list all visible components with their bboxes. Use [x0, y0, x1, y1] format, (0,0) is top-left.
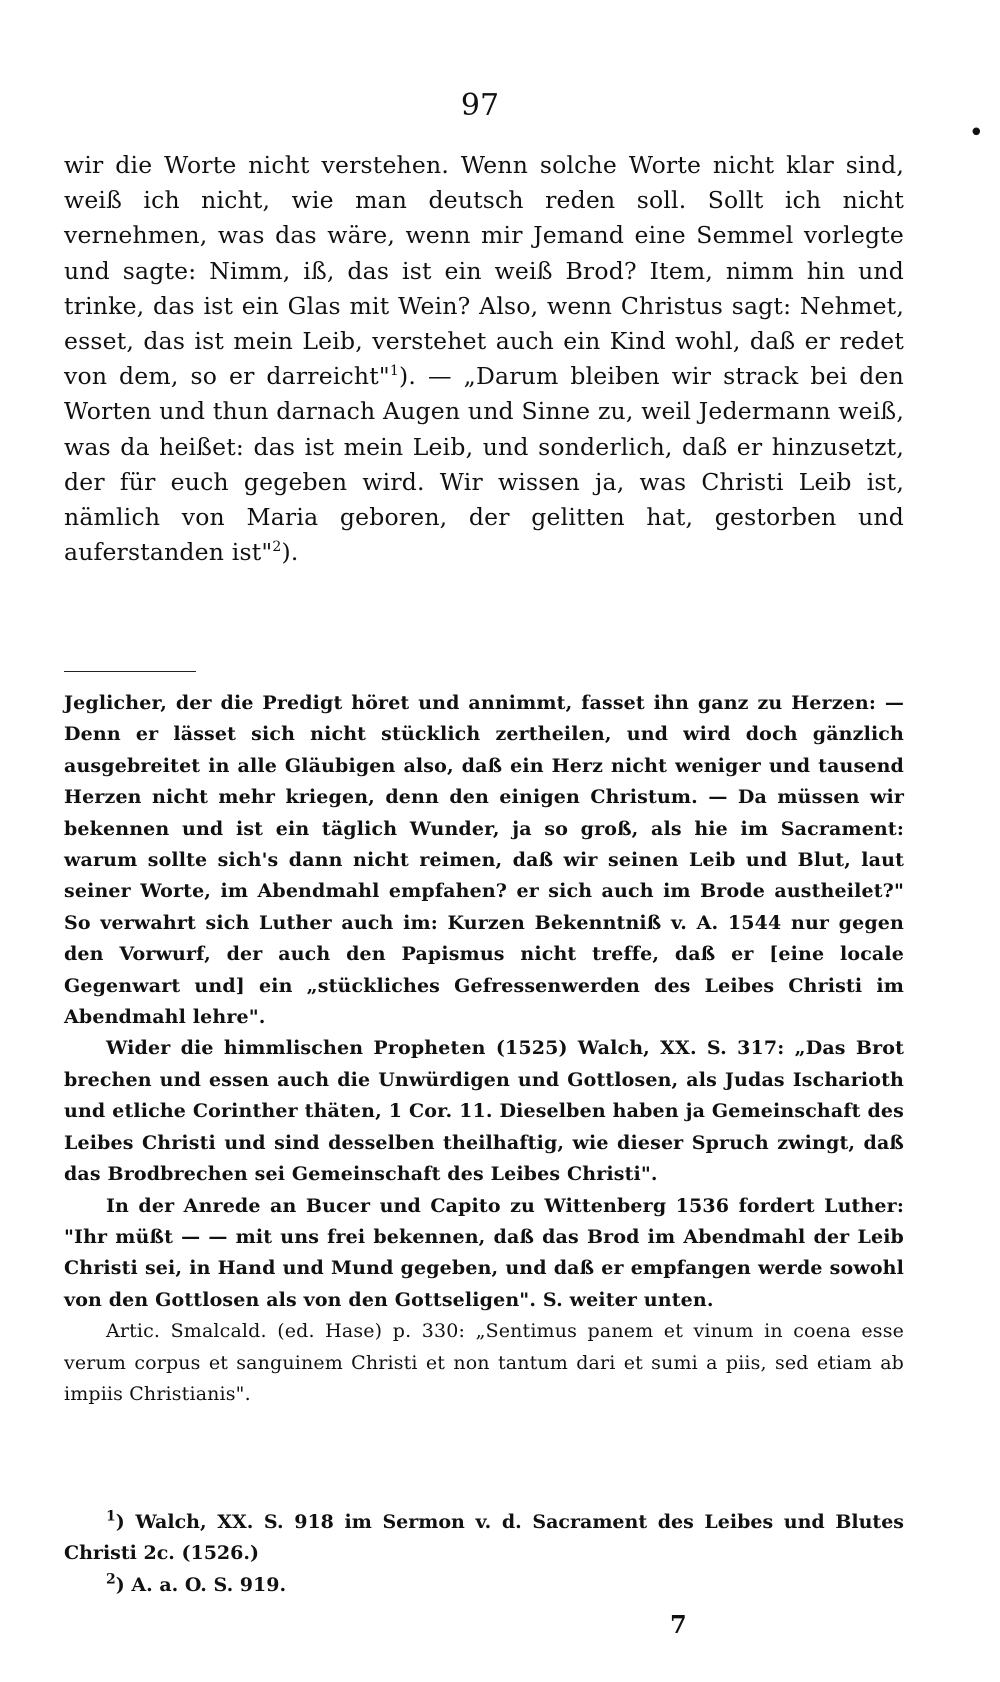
main-paragraph [64, 148, 904, 570]
footnotes-block [64, 1507, 904, 1601]
separator-rule [64, 671, 196, 672]
footnote-2 [64, 1570, 904, 1601]
main-text-part-1: wir die Worte nicht verstehen. Wenn solche Worte nicht klar sind, weiß ich nicht, wie man deutsch reden soll. Sollt ich nicht vernehmen, was das wäre, wenn mir Jemand eine Semmel vorlegte und sagte: Nimm, iß, das ist ein weiß Brod? Item, nimm hin und trinke, das ist ein Glas mit Wein? Also, wenn Christus sagt: Nehmet, esset, das ist mein Leib, verstehet auch ein Kind wohl, daß er redet von dem, so er darreicht" [64, 151, 904, 391]
note-paragraph-3: In der Anrede an Bucer und Capito zu Wittenberg 1536 fordert Luther: "Ihr müßt — — mit uns frei bekennen, daß das Brod im Abendmahl der Leib Christi sei, in Hand und Mund gegeben, und daß er empfangen werde sowohl von den Gottlosen als von den Gottseligen". S. weiter unten. [64, 1194, 904, 1311]
footnote-ref-1: 1 [389, 363, 400, 380]
footnote-marker-2: 2 [106, 1571, 116, 1588]
footnote-text-1: ) Walch, XX. S. 918 im Sermon v. d. Sacrament des Leibes und Blutes Christi 2c. (1526.) [64, 1511, 904, 1565]
main-text-block [64, 148, 904, 570]
note-paragraph-1: Jeglicher, der die Predigt höret und annimmt, fasset ihn ganz zu Herzen: — Denn er lässet sich nicht stücklich zertheilen, und wird doch gänzlich ausgebreitet in alle Gläubigen also, daß ein Herz nicht weniger und tausend Herzen nicht mehr kriegen, denn den einigen Christum. — Da müssen wir bekennen und ist ein täglich Wunder, ja so groß, als hie im Sacrament: warum sollte sich's dann nicht reimen, daß wir seinen Leib und Blut, laut seiner Worte, im Abendmahl empfahen? er sich auch im Brode austheilet?" So verwahrt sich Luther auch im: Kurzen Bekenntniß v. A. 1544 nur gegen den Vorwurf, der auch den Papismus nicht treffe, daß er [eine locale Gegenwart und] ein „stückliches Gefressenwerden des Leibes Christi im Abendmahl lehre". [64, 692, 904, 1029]
signature-mark: 7 [670, 1610, 687, 1639]
latin-quotation: Artic. Smalcald. (ed. Hase) p. 330: „Sentimus panem et vinum in coena esse verum corpus et sanguinem Christi et non tantum dari et sumi a piis, sed etiam ab impiis Christianis". [64, 1320, 904, 1405]
footnote-1 [64, 1507, 904, 1570]
footnote-text-2: ) A. a. O. S. 919. [115, 1573, 287, 1596]
footnote-marker-1: 1 [106, 1508, 116, 1525]
notes-block [64, 688, 904, 1410]
note-paragraph-2: Wider die himmlischen Propheten (1525) Walch, XX. S. 317: „Das Brot brechen und essen auch die Unwürdigen und Gottlosen, als Judas Ischarioth und etliche Corinther thäten, 1 Cor. 11. Dieselben haben ja Gemeinschaft des Leibes Christi und sind desselben theilhaftig, wie dieser Spruch zwingt, daß das Brodbrechen sei Gemeinschaft des Leibes Christi". [64, 1037, 904, 1186]
footnote-ref-2: 2 [272, 539, 282, 556]
main-text-part-2: ). — „Darum bleiben wir strack bei den Worten und thun darnach Augen und Sinne zu, weil Jedermann weiß, was da heißet: das ist mein Leib, und sonderlich, daß er hinzusetzt, der für euch gegeben wird. Wir wissen ja, was Christi Leib ist, nämlich von Maria geboren, der gelitten hat, gestorben und auferstanden ist" [64, 362, 904, 567]
page-number: 97 [460, 88, 500, 123]
main-text-end: ). [281, 538, 299, 567]
margin-mark: • [968, 118, 984, 148]
